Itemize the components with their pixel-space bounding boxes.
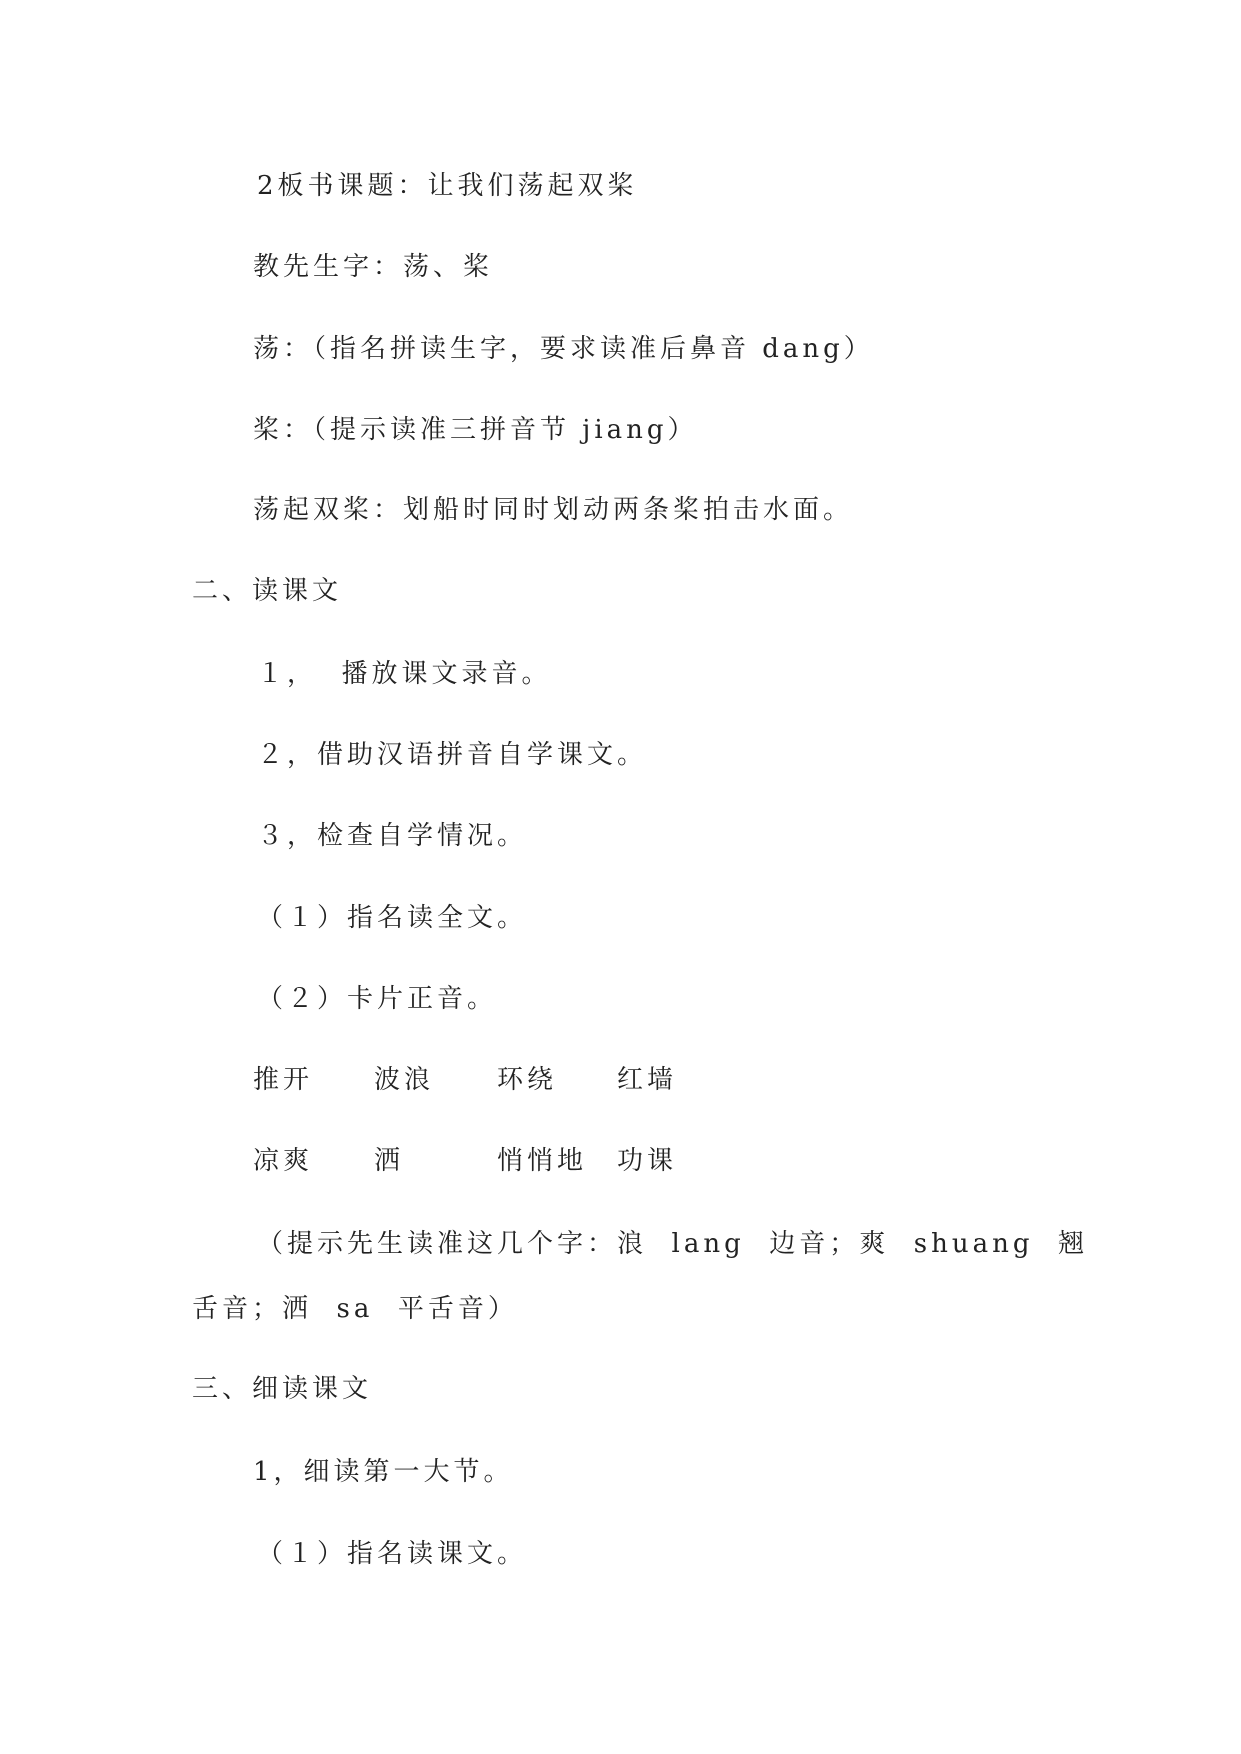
- word-card: 悄悄地: [497, 1146, 588, 1176]
- section2-sub-2: （２）卡片正音。: [257, 984, 498, 1014]
- word-card: 凉爽: [253, 1146, 314, 1176]
- pronunciation-hint-line-1: （提示先生读准这几个字：浪 lang 边音；爽 shuang 翘: [257, 1229, 1089, 1259]
- section3-heading: 三、细读课文: [192, 1374, 373, 1404]
- section2-heading: 二、读课文: [192, 576, 343, 606]
- section2-step-2: ２，借助汉语拼音自学课文。: [257, 740, 648, 770]
- word-card: 洒: [374, 1146, 405, 1176]
- word-card: 波浪: [374, 1065, 435, 1095]
- section3-sub-1: （１）指名读课文。: [257, 1539, 528, 1569]
- intro-new-characters: 教先生字：荡、桨: [253, 252, 494, 282]
- word-card: 功课: [617, 1146, 678, 1176]
- section2-sub-1: （１）指名读全文。: [257, 903, 528, 933]
- intro-dang-note: 荡：（指名拼读生字，要求读准后鼻音 dang）: [253, 334, 874, 364]
- word-card: 红墙: [617, 1065, 678, 1095]
- word-card: 推开: [253, 1065, 314, 1095]
- pronunciation-hint-line-2: 舌音；洒 sa 平舌音）: [192, 1294, 518, 1324]
- intro-jiang-note: 桨：（提示读准三拼音节 jiang）: [253, 415, 698, 445]
- section2-step-1: １， 播放课文录音。: [257, 659, 552, 689]
- section2-step-3: ３，检查自学情况。: [257, 821, 528, 851]
- section3-step-1: 1，细读第一大节。: [253, 1457, 514, 1487]
- intro-title-line: 2板书课题：让我们荡起双桨: [257, 171, 638, 201]
- word-card: 环绕: [497, 1065, 558, 1095]
- intro-phrase-explanation: 荡起双桨：划船时同时划动两条桨拍击水面。: [253, 495, 854, 525]
